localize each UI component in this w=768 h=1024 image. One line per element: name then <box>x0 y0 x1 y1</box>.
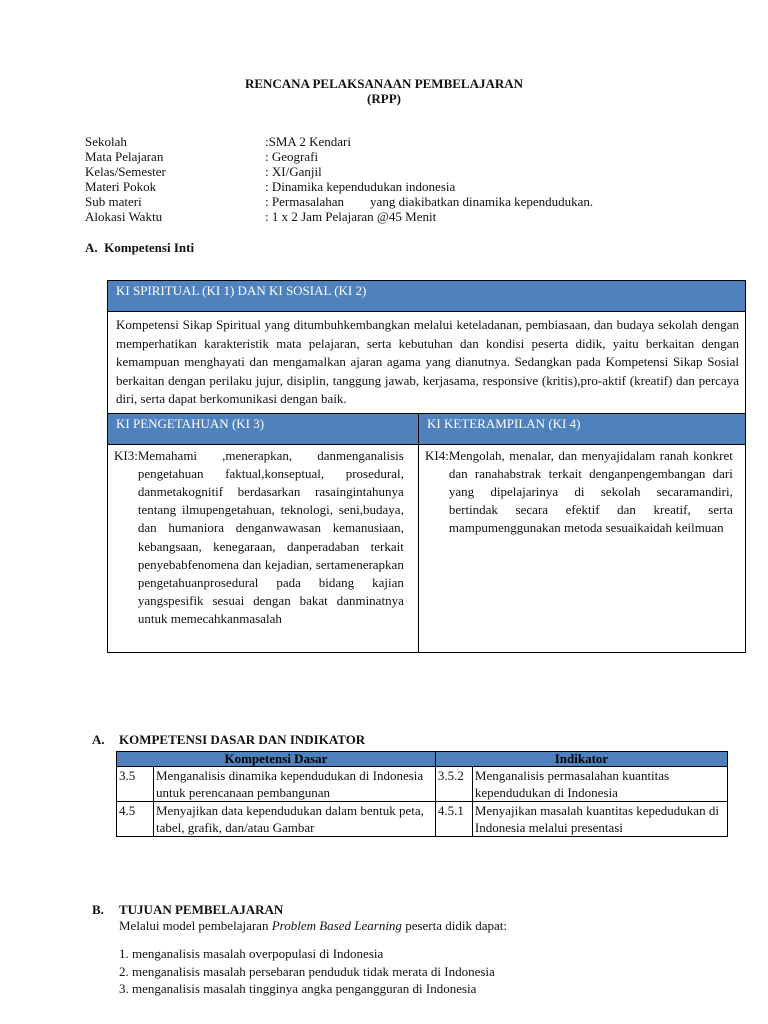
kd-number: 3.5 <box>117 767 154 802</box>
identity-block <box>85 134 593 224</box>
list-item: 1. menganalisis masalah overpopulasi di Indonesia <box>119 946 384 961</box>
meta-row-alokasi-waktu <box>85 209 593 224</box>
ki3-text: Memahami ,menerapkan, danmenganalisis pengetahuan faktual,konseptual, prosedural, danmetakognitif berdasarkan rasaingintahunya tentang ilmupengetahuan, teknologi, seni,budaya, dan humaniora denganwawasan kemanusiaan, kebangsaan, kenegaraan, danperadaban terkait penyebabfenomena dan kejadian, sertamenerapkan pengetahuanprosedural pada bidang kajian yangspesifik sesuai dengan bakat danminatnya untuk memecahkanmasalah <box>137 447 404 627</box>
ki4-cell <box>419 444 746 652</box>
meta-label: Materi Pokok <box>85 179 157 194</box>
kd-text: Menganalisis dinamika kependudukan di Indonesia untuk perencanaan pembangunan <box>154 767 436 802</box>
section-heading-tujuan <box>92 902 283 918</box>
tujuan-intro-pre: Melalui model pembelajaran <box>119 918 272 933</box>
meta-label: Kelas/Semester <box>85 164 166 179</box>
kompetensi-dasar-table <box>116 751 728 837</box>
section-letter: A. <box>92 732 105 747</box>
kompetensi-inti-table <box>107 280 746 653</box>
kd-number: 4.5 <box>117 802 154 837</box>
section-heading-kompetensi-inti: A. Kompetensi Inti <box>85 240 195 255</box>
meta-row-mata-pelajaran <box>85 149 593 164</box>
section-letter: B. <box>92 902 104 917</box>
table-row <box>117 802 728 837</box>
ki4-text: Mengolah, menalar, dan menyajidalam ranah konkret dan ranahabstrak terkait denganpengembangan dari yang dipelajarinya di sekolah secaramandiri, bertindak secara efektif dan kreatif, serta mampumenggunakan metoda sesuaikaidah keilmuan <box>448 447 733 536</box>
ki-spiritual-header: KI SPIRITUAL (KI 1) DAN KI SOSIAL (KI 2) <box>108 281 746 312</box>
list-item: 3. menganalisis masalah tingginya angka pengangguran di Indonesia <box>119 981 477 996</box>
document-subtitle: (RPP) <box>367 91 401 106</box>
indikator-number: 3.5.2 <box>435 767 472 802</box>
meta-value: :SMA 2 Kendari <box>265 134 351 149</box>
meta-value: : Dinamika kependudukan indonesia <box>265 179 456 194</box>
indikator-number: 4.5.1 <box>435 802 472 837</box>
tujuan-intro-model: Problem Based Learning <box>271 918 402 933</box>
meta-value: : Geografi <box>265 149 319 164</box>
kd-header: Kompetensi Dasar <box>117 752 436 767</box>
ki-keterampilan-header: KI KETERAMPILAN (KI 4) <box>419 413 746 444</box>
meta-label: Sekolah <box>85 134 127 149</box>
indikator-text: Menyajikan masalah kuantitas kepedudukan di Indonesia melalui presentasi <box>472 802 727 837</box>
indikator-text: Menganalisis permasalahan kuantitas kependudukan di Indonesia <box>472 767 727 802</box>
meta-value: : 1 x 2 Jam Pelajaran @45 Menit <box>265 209 437 224</box>
meta-label: Alokasi Waktu <box>85 209 163 224</box>
meta-value: : Permasalahan yang diakibatkan dinamika kependudukan. <box>265 194 594 209</box>
section-title: TUJUAN PEMBELAJARAN <box>119 902 284 917</box>
meta-label: Mata Pelajaran <box>85 149 164 164</box>
meta-row-kelas-semester <box>85 164 593 179</box>
meta-value: : XI/Ganjil <box>265 164 322 179</box>
meta-row-sekolah <box>85 134 593 149</box>
meta-row-materi-pokok <box>85 179 593 194</box>
table-row <box>117 767 728 802</box>
tujuan-intro <box>119 918 507 934</box>
list-item: 2. menganalisis masalah persebaran penduduk tidak merata di Indonesia <box>119 963 495 979</box>
ki4-code: KI4: <box>425 447 449 463</box>
ki3-cell <box>108 444 419 652</box>
section-title: KOMPETENSI DASAR DAN INDIKATOR <box>119 732 366 747</box>
kd-text: Menyajikan data kependudukan dalam bentuk peta, tabel, grafik, dan/atau Gambar <box>154 802 436 837</box>
meta-label: Sub materi <box>85 194 142 209</box>
ki3-code: KI3: <box>114 447 138 463</box>
ki-pengetahuan-header: KI PENGETAHUAN (KI 3) <box>108 413 419 444</box>
indikator-header: Indikator <box>435 752 727 767</box>
tujuan-intro-post: peserta didik dapat: <box>401 918 507 933</box>
tujuan-list <box>119 945 495 998</box>
document-title: RENCANA PELAKSANAAN PEMBELAJARAN <box>244 76 524 91</box>
section-heading-kompetensi-dasar <box>92 732 365 748</box>
meta-row-sub-materi <box>85 194 593 209</box>
ki-spiritual-text: Kompetensi Sikap Spiritual yang ditumbuhkembangkan melalui keteladanan, pembiasaan, dan budaya sekolah dengan memperhatikan karakteristik mata pelajaran, serta kebutuhan dan kondisi peserta didik, yaitu berkaitan dengan kemampuan menghayati dan mengamalkan ajaran agama yang dianutnya. Sedangkan pada Kompetensi Sikap Sosial berkaitan dengan perilaku jujur, disiplin, tanggung jawab, kerjasama, responsive (kritis),pro-aktif (kreatif) dan percaya diri, serta dapat berkomunikasi dengan baik. <box>108 312 746 414</box>
